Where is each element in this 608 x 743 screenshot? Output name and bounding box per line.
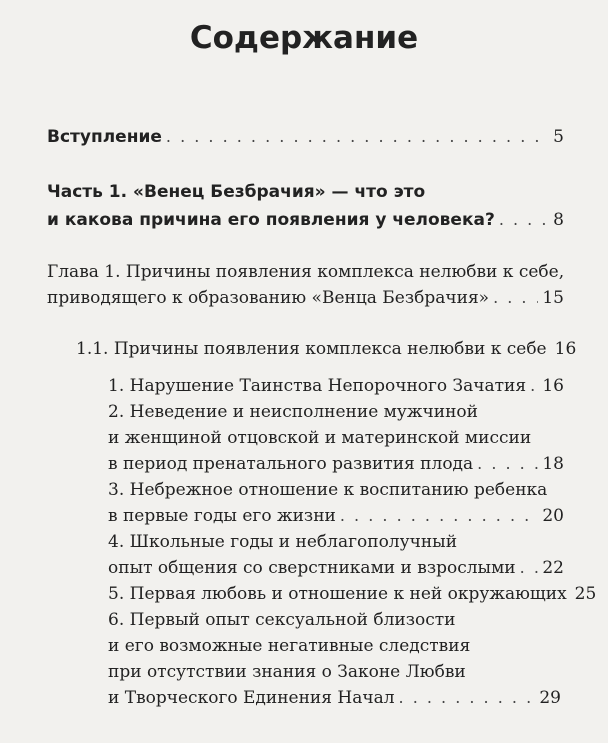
toc-entry-item-6-cont-1[interactable] xyxy=(108,636,470,656)
toc-entry-item-2-cont[interactable] xyxy=(108,428,531,448)
toc-entry-item-6[interactable] xyxy=(108,610,455,630)
toc-entry-text: 6. Первый опыт сексуальной близости xyxy=(108,610,456,630)
leader-dots xyxy=(477,454,538,473)
toc-entry-item-6-end[interactable] xyxy=(108,688,561,708)
toc-entry-page: 29 xyxy=(539,688,561,708)
leader-dots xyxy=(499,210,549,229)
toc-entry-text: 3. Небрежное отношение к воспитанию ребенка xyxy=(108,480,548,500)
toc-entry-item-5[interactable] xyxy=(108,584,597,604)
toc-entry-item-2[interactable] xyxy=(108,402,478,422)
toc-entry-item-6-cont-2[interactable] xyxy=(108,662,466,682)
toc-entry-text: 4. Школьные годы и неблагополучный xyxy=(108,532,458,552)
toc-entry-text: 1. Нарушение Таинства Непорочного Зачатия xyxy=(108,376,527,396)
toc-entry-text: и Творческого Единения Начал xyxy=(108,688,395,708)
leader-dots xyxy=(520,558,539,577)
toc-entry-item-3[interactable] xyxy=(108,480,547,500)
leader-dots xyxy=(530,376,538,395)
toc-entry-page: 20 xyxy=(542,506,564,526)
toc-entry-part-1[interactable] xyxy=(47,182,425,202)
toc-entry-chapter-1[interactable] xyxy=(47,262,564,282)
toc-entry-text: 2. Неведение и неисполнение мужчиной xyxy=(108,402,478,422)
toc-entry-text: 1.1. Причины появления комплекса нелюбви к себе xyxy=(76,339,547,359)
toc-entry-text: в первые годы его жизни xyxy=(108,506,336,526)
toc-entry-text: Часть 1. «Венец Безбрачия» — что это xyxy=(47,182,426,202)
toc-entry-text: и его возможные негативные следствия xyxy=(108,636,471,656)
toc-entry-page: 16 xyxy=(554,339,577,359)
toc-entry-introduction[interactable] xyxy=(47,127,564,147)
toc-entry-text: Глава 1. Причины появления комплекса нелюбви к себе, xyxy=(47,262,565,282)
toc-entry-text: приводящего к образованию «Венца Безбрачия» xyxy=(47,288,490,308)
toc-entry-page: 22 xyxy=(542,558,564,578)
toc-entry-chapter-1-cont[interactable] xyxy=(47,288,564,308)
toc-entry-page: 16 xyxy=(542,376,564,396)
toc-entry-section-1-1[interactable] xyxy=(76,339,577,359)
leader-dots xyxy=(340,506,538,525)
toc-entry-page: 18 xyxy=(542,454,564,474)
leader-dots xyxy=(399,688,536,707)
toc-entry-text: при отсутствии знания о Законе Любви xyxy=(108,662,466,682)
leader-dots xyxy=(166,127,549,146)
page-title: Содержание xyxy=(189,20,419,56)
toc-entry-page: 25 xyxy=(574,584,597,604)
toc-entry-text: опыт общения со сверстниками и взрослыми xyxy=(108,558,516,578)
toc-entry-item-4[interactable] xyxy=(108,532,457,552)
toc-entry-text: в период пренатального развития плода xyxy=(108,454,474,474)
toc-entry-text: и какова причина его появления у человека? xyxy=(47,210,495,230)
toc-entry-page: 15 xyxy=(542,288,564,308)
toc-entry-part-1-cont[interactable] xyxy=(47,210,564,230)
leader-dots xyxy=(493,288,538,307)
toc-entry-item-4-end[interactable] xyxy=(108,558,564,578)
toc-entry-item-1[interactable] xyxy=(108,376,564,396)
toc-entry-page: 5 xyxy=(553,127,564,147)
toc-entry-page: 8 xyxy=(553,210,564,230)
toc-entry-item-2-end[interactable] xyxy=(108,454,564,474)
toc-entry-item-3-end[interactable] xyxy=(108,506,564,526)
toc-entry-text: Вступление xyxy=(47,127,162,147)
toc-entry-text: и женщиной отцовской и материнской миссии xyxy=(108,428,532,448)
toc-entry-text: 5. Первая любовь и отношение к ней окружающих xyxy=(108,584,567,604)
